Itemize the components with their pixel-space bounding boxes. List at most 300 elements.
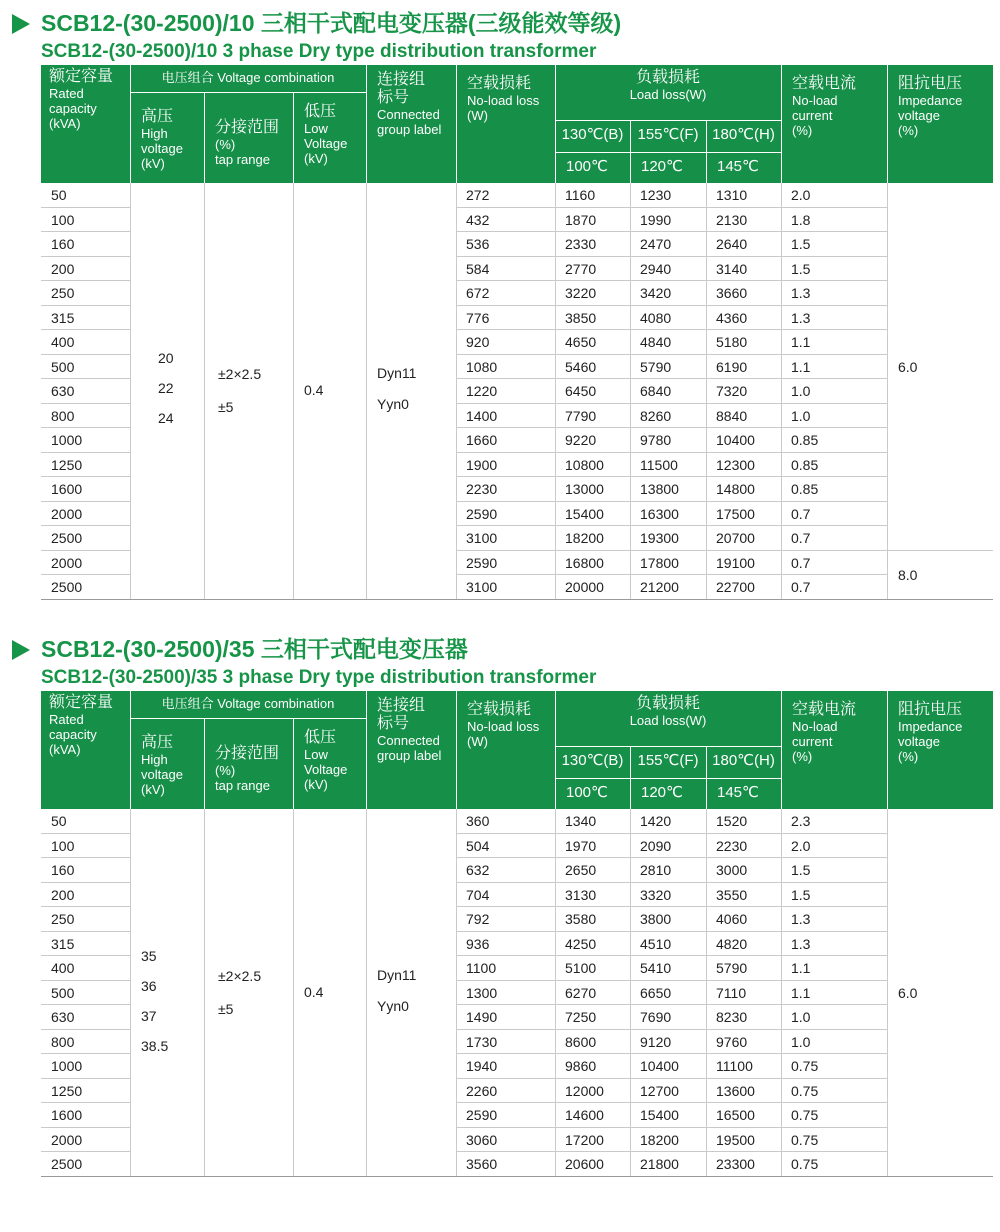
voltage-combination-header-line: 电压组合 Voltage combination: [161, 696, 335, 711]
table-cell: 800: [51, 1033, 75, 1050]
connected-group-header-line: 标号: [377, 715, 410, 732]
tap-range-value: ±2×2.5: [218, 967, 262, 984]
table-cell: 432: [466, 211, 490, 228]
no-load-current-header: [792, 701, 887, 764]
table-cell: 4510: [640, 935, 672, 952]
table-cell: 10400: [716, 432, 755, 448]
no-load-loss-header: [467, 75, 555, 123]
table-cell: 19300: [640, 530, 679, 546]
table-row: [41, 355, 993, 380]
table-cell: 5410: [640, 960, 672, 976]
header-divider: [293, 92, 294, 183]
table-row: [41, 1030, 993, 1055]
table-cell: 0.75: [791, 1082, 819, 1099]
table-row: [41, 809, 993, 834]
table-cell: 8600: [565, 1033, 597, 1050]
connected-group-values: [377, 960, 416, 1022]
table-cell: 4840: [640, 334, 672, 350]
table-cell: 3220: [565, 285, 597, 301]
table-cell: 2590: [466, 505, 498, 522]
no-load-loss-header: [467, 701, 555, 749]
table-cell: 17800: [640, 554, 679, 571]
section-title-cn: SCB12-(30-2500)/10 三相干式配电变压器(三级能效等级): [41, 10, 622, 36]
table-cell: 936: [466, 935, 490, 952]
table-row: [41, 502, 993, 527]
table-cell: 1.1: [791, 984, 811, 1001]
section-title-en: SCB12-(30-2500)/35 3 phase Dry type distribution transformer: [41, 667, 597, 688]
table-cell: 1340: [565, 813, 597, 829]
temperature-label: 100℃: [566, 158, 608, 175]
table-row: [41, 932, 993, 957]
rated-capacity-header-line: Rated: [49, 86, 84, 101]
table-cell: 16800: [565, 554, 604, 571]
no-load-current-header-line: No-load: [792, 93, 838, 108]
table-cell: 23300: [716, 1156, 755, 1172]
table-cell: 1660: [466, 432, 498, 448]
table-bottom-border: [41, 1176, 993, 1177]
tap-range-values: [218, 960, 261, 1026]
table-cell: 14800: [716, 481, 755, 497]
tap-range-value: ±5: [218, 1000, 234, 1017]
table-cell: 6450: [565, 383, 597, 399]
voltage-combination-header-line: 电压组合 Voltage combination: [161, 70, 335, 85]
table-cell: 1.3: [791, 935, 811, 952]
table-cell: 0.75: [791, 1107, 819, 1123]
table-cell: 2230: [466, 481, 498, 497]
low-voltage-header-line: 低压: [304, 729, 337, 746]
table-cell: 160: [51, 236, 75, 252]
temperature-label: 130℃(B): [561, 126, 624, 143]
temperature-label: 100℃: [566, 784, 608, 801]
table-cell: 250: [51, 285, 75, 301]
impedance-value: 6.0: [898, 358, 918, 375]
load-loss-header: [555, 69, 781, 102]
table-header: [41, 691, 993, 809]
rated-capacity-header-line: Rated: [49, 712, 84, 727]
high-voltage-header-line: voltage: [141, 767, 183, 782]
table-cell: 160: [51, 862, 75, 878]
table-cell: 8260: [640, 407, 672, 424]
table-cell: 1000: [51, 432, 83, 448]
table-cell: 1520: [716, 813, 748, 829]
table-cell: 4060: [716, 911, 748, 927]
high-voltage-header-line: (kV): [141, 156, 165, 171]
table-cell: 13000: [565, 481, 604, 497]
table-cell: 10800: [565, 456, 604, 473]
header-divider: [204, 718, 205, 809]
no-load-current-header-line: current: [792, 734, 833, 749]
header-divider: [456, 691, 457, 809]
table-cell: 8840: [716, 407, 748, 424]
table-cell: 5180: [716, 334, 748, 350]
table-cell: 1.5: [791, 260, 811, 277]
no-load-loss-header-line: No-load loss: [467, 719, 540, 734]
table-cell: 7690: [640, 1009, 672, 1025]
header-divider: [293, 718, 294, 809]
tap-range-header-line: tap range: [215, 152, 270, 167]
voltage-combination-header: [130, 70, 366, 85]
table-cell: 2940: [640, 260, 672, 277]
header-divider: [887, 691, 888, 809]
table-row: [41, 281, 993, 306]
table-cell: 9780: [640, 432, 672, 448]
table-cell: 18200: [640, 1131, 679, 1148]
table-cell: 800: [51, 407, 75, 424]
table-cell: 20600: [565, 1156, 604, 1172]
impedance-value: 8.0: [898, 567, 918, 583]
tap-range-header-line: 分接范围: [215, 745, 280, 762]
table-cell: 7250: [565, 1009, 597, 1025]
rated-capacity-header: [49, 694, 129, 757]
table-cell: 2500: [51, 1156, 83, 1172]
header-divider: [366, 691, 367, 809]
table-cell: 11100: [716, 1058, 753, 1074]
table-cell: 12000: [565, 1082, 604, 1099]
temperature-label: 155℃(F): [637, 126, 699, 143]
table-cell: 630: [51, 383, 75, 399]
impedance-voltage-header-line: Impedance: [898, 93, 963, 108]
table-cell: 2590: [466, 1107, 498, 1123]
table-cell: 672: [466, 285, 490, 301]
no-load-current-header: [792, 75, 887, 138]
table-cell: 0.7: [791, 579, 811, 595]
high-voltage-values: [141, 941, 168, 1061]
table-cell: 3000: [716, 862, 748, 878]
connected-group-values: [377, 358, 416, 420]
tap-range-value: ±5: [218, 399, 234, 416]
table-row: [41, 428, 993, 453]
table-row: [41, 883, 993, 908]
table-cell: 632: [466, 862, 490, 878]
table-cell: 9760: [716, 1033, 748, 1050]
table-cell: 6840: [640, 383, 672, 399]
table-cell: 10400: [640, 1058, 679, 1074]
impedance-value: 6.0: [898, 984, 918, 1001]
table-row: [41, 956, 993, 981]
table-cell: 2650: [565, 862, 597, 878]
table-cell: 3850: [565, 309, 597, 326]
table-cell: 360: [466, 813, 490, 829]
table-body: [41, 183, 993, 600]
load-loss-header: [555, 695, 781, 728]
table-cell: 1730: [466, 1033, 498, 1050]
table-cell: 2330: [565, 236, 597, 252]
high-voltage-value: 36: [141, 977, 157, 994]
table-row: [41, 1152, 993, 1177]
table-row: [41, 477, 993, 502]
connected-group-header-line: Connected: [377, 733, 440, 748]
table-cell: 0.75: [791, 1058, 819, 1074]
table-row: [41, 907, 993, 932]
table-row: [41, 1054, 993, 1079]
table-row: [41, 575, 993, 600]
table-body: [41, 809, 993, 1177]
table-cell: 50: [51, 187, 67, 203]
table-cell: 315: [51, 309, 75, 326]
table-cell: 1250: [51, 1082, 83, 1099]
table-cell: 1250: [51, 456, 83, 473]
table-row: [41, 306, 993, 331]
high-voltage-header: [141, 734, 203, 797]
temperature-label: 155℃(F): [637, 752, 699, 769]
tap-range-header-line: (%): [215, 137, 236, 152]
table-row: [41, 257, 993, 282]
table-cell: 1600: [51, 1107, 83, 1123]
no-load-current-header-line: (%): [792, 123, 813, 138]
table-cell: 5790: [640, 358, 672, 375]
table-cell: 22700: [716, 579, 755, 595]
table-cell: 3130: [565, 886, 597, 903]
table-row: [41, 858, 993, 883]
rated-capacity-header: [49, 68, 129, 131]
high-voltage-value: 37: [141, 1007, 157, 1024]
table-cell: 3560: [466, 1156, 498, 1172]
table-row: [41, 404, 993, 429]
table-cell: 2640: [716, 236, 748, 252]
table-row: [41, 208, 993, 233]
high-voltage-value: 38.5: [141, 1037, 169, 1054]
table-cell: 2770: [565, 260, 597, 277]
table-cell: 13600: [716, 1082, 755, 1099]
table-cell: 0.75: [791, 1131, 819, 1148]
table-cell: 792: [466, 911, 490, 927]
table-cell: 9860: [565, 1058, 597, 1074]
table-row: [41, 330, 993, 355]
header-divider: [781, 65, 782, 183]
table-cell: 272: [466, 187, 490, 203]
rated-capacity-header-line: (kVA): [49, 742, 81, 757]
table-cell: 1230: [640, 187, 672, 203]
table-cell: 1900: [466, 456, 498, 473]
table-cell: 7110: [716, 984, 747, 1001]
table-cell: 15400: [565, 505, 604, 522]
header-divider: [555, 152, 781, 153]
table-cell: 3660: [716, 285, 748, 301]
low-voltage-header-line: Low: [304, 121, 328, 136]
low-voltage-header-line: (kV): [304, 151, 328, 166]
tap-range-header: [215, 745, 293, 793]
table-cell: 9120: [640, 1033, 672, 1050]
high-voltage-header-line: High: [141, 752, 168, 767]
table-header: [41, 65, 993, 183]
table-cell: 0.7: [791, 530, 811, 546]
header-divider: [130, 718, 366, 719]
temperature-label: 120℃: [641, 784, 683, 801]
impedance-voltage-header: [898, 701, 993, 764]
low-voltage-header-line: Low: [304, 747, 328, 762]
table-cell: 504: [466, 837, 490, 854]
header-divider: [555, 746, 781, 747]
table-row: [41, 1079, 993, 1104]
table-cell: 1970: [565, 837, 597, 854]
table-cell: 2090: [640, 837, 672, 854]
table-cell: 1940: [466, 1058, 498, 1074]
table-cell: 1870: [565, 211, 597, 228]
table-cell: 18200: [565, 530, 604, 546]
table-cell: 5460: [565, 358, 597, 375]
table-cell: 2000: [51, 1131, 83, 1148]
table-cell: 1.5: [791, 862, 811, 878]
connected-group-value: Yyn0: [377, 997, 409, 1014]
no-load-loss-header-line: (W): [467, 734, 488, 749]
rated-capacity-header-line: capacity: [49, 101, 97, 116]
connected-group-header: [377, 697, 455, 763]
high-voltage-value: 24: [158, 410, 174, 427]
no-load-loss-header-line: No-load loss: [467, 93, 540, 108]
table-cell: 1.0: [791, 383, 811, 399]
table-cell: 13800: [640, 481, 679, 497]
table-cell: 4080: [640, 309, 672, 326]
impedance-voltage-header-line: 阻抗电压: [898, 75, 963, 92]
low-voltage-header-line: (kV): [304, 777, 328, 792]
table-cell: 2.0: [791, 837, 811, 854]
table-cell: 630: [51, 1009, 75, 1025]
table-cell: 14600: [565, 1107, 604, 1123]
table-cell: 0.75: [791, 1156, 819, 1172]
table-cell: 2500: [51, 579, 83, 595]
table-cell: 0.7: [791, 554, 811, 571]
table-cell: 16300: [640, 505, 679, 522]
table-cell: 6190: [716, 358, 748, 375]
table-cell: 315: [51, 935, 75, 952]
table-cell: 3580: [565, 911, 597, 927]
table-cell: 704: [466, 886, 490, 903]
temperature-label: 130℃(B): [561, 752, 624, 769]
table-cell: 1400: [466, 407, 498, 424]
tap-range-header-line: 分接范围: [215, 119, 280, 136]
table-cell: 1.8: [791, 211, 811, 228]
table-cell: 200: [51, 260, 75, 277]
table-cell: 3060: [466, 1131, 498, 1148]
table-cell: 3550: [716, 886, 748, 903]
load-loss-header-line: Load loss(W): [629, 87, 707, 102]
low-voltage-header-line: Voltage: [304, 762, 348, 777]
table-cell: 400: [51, 960, 75, 976]
table-row: [41, 834, 993, 859]
impedance-voltage-header-line: voltage: [898, 734, 940, 749]
rated-capacity-header-line: capacity: [49, 727, 97, 742]
table-cell: 1.5: [791, 886, 811, 903]
table-cell: 500: [51, 984, 75, 1001]
table-bottom-border: [41, 599, 993, 600]
table-cell: 100: [51, 211, 75, 228]
table-cell: 250: [51, 911, 75, 927]
table-cell: 16500: [716, 1107, 755, 1123]
temperature-label: 145℃: [717, 158, 759, 175]
no-load-loss-header-line: 空载损耗: [467, 701, 532, 718]
table-cell: 1990: [640, 211, 672, 228]
no-load-current-header-line: current: [792, 108, 833, 123]
high-voltage-value: 20: [158, 350, 174, 367]
load-loss-header-line: 负载损耗: [635, 69, 700, 86]
table-cell: 1.5: [791, 236, 811, 252]
no-load-current-header-line: (%): [792, 749, 813, 764]
header-divider: [887, 65, 888, 183]
table-cell: 1.3: [791, 911, 811, 927]
header-divider: [204, 92, 205, 183]
low-voltage-header-line: 低压: [304, 103, 337, 120]
table-cell: 4650: [565, 334, 597, 350]
table-cell: 1.0: [791, 1033, 811, 1050]
low-voltage-header: [304, 103, 366, 166]
table-cell: 21800: [640, 1156, 679, 1172]
table-row: [41, 183, 993, 208]
table-cell: 2000: [51, 505, 83, 522]
row-divider: [887, 550, 993, 551]
table-cell: 1100: [466, 960, 497, 976]
table-cell: 3800: [640, 911, 672, 927]
tap-range-header: [215, 119, 293, 167]
temperature-label: 145℃: [717, 784, 759, 801]
table-cell: 2130: [716, 211, 748, 228]
no-load-current-header-line: 空载电流: [792, 701, 857, 718]
header-divider: [555, 778, 781, 779]
table-cell: 1080: [466, 358, 498, 375]
table-cell: 920: [466, 334, 490, 350]
table-cell: 584: [466, 260, 490, 277]
table-cell: 0.85: [791, 481, 819, 497]
table-row: [41, 232, 993, 257]
table-cell: 3420: [640, 285, 672, 301]
table-cell: 3100: [466, 579, 498, 595]
table-cell: 7790: [565, 407, 597, 424]
connected-group-value: Dyn11: [377, 365, 417, 382]
table-cell: 0.85: [791, 456, 819, 473]
table-cell: 11500: [640, 456, 678, 473]
table-cell: 20700: [716, 530, 755, 546]
impedance-voltage-header-line: 阻抗电压: [898, 701, 963, 718]
table-row: [41, 1103, 993, 1128]
connected-group-value: Dyn11: [377, 966, 417, 983]
table-row: [41, 981, 993, 1006]
header-divider: [456, 65, 457, 183]
table-cell: 0.85: [791, 432, 819, 448]
connected-group-header: [377, 71, 455, 137]
table-cell: 8230: [716, 1009, 748, 1025]
table-cell: 9220: [565, 432, 597, 448]
table-cell: 1.1: [791, 358, 811, 375]
connected-group-value: Yyn0: [377, 396, 409, 413]
rated-capacity-header-line: 额定容量: [49, 694, 114, 711]
triangle-arrow-icon: [10, 639, 32, 661]
table-row: [41, 526, 993, 551]
table-cell: 1490: [466, 1009, 498, 1025]
header-divider: [130, 92, 366, 93]
impedance-voltage-header-line: (%): [898, 749, 919, 764]
table-cell: 4820: [716, 935, 748, 952]
no-load-current-header-line: 空载电流: [792, 75, 857, 92]
connected-group-header-line: Connected: [377, 107, 440, 122]
table-cell: 20000: [565, 579, 604, 595]
table-cell: 100: [51, 837, 75, 854]
impedance-voltage-header-line: Impedance: [898, 719, 963, 734]
low-voltage-header-line: Voltage: [304, 136, 348, 151]
table-row: [41, 379, 993, 404]
table-cell: 4360: [716, 309, 748, 326]
temperature-label: 180℃(H): [712, 126, 775, 143]
table-cell: 2590: [466, 554, 498, 571]
rated-capacity-header-line: (kVA): [49, 116, 81, 131]
impedance-voltage-header-line: voltage: [898, 108, 940, 123]
table-cell: 2000: [51, 554, 83, 571]
impedance-voltage-header: [898, 75, 993, 138]
table-cell: 1.0: [791, 407, 811, 424]
table-cell: 2810: [640, 862, 672, 878]
header-divider: [781, 691, 782, 809]
table-cell: 200: [51, 886, 75, 903]
table-cell: 5790: [716, 960, 748, 976]
low-voltage-value: 0.4: [304, 382, 324, 399]
